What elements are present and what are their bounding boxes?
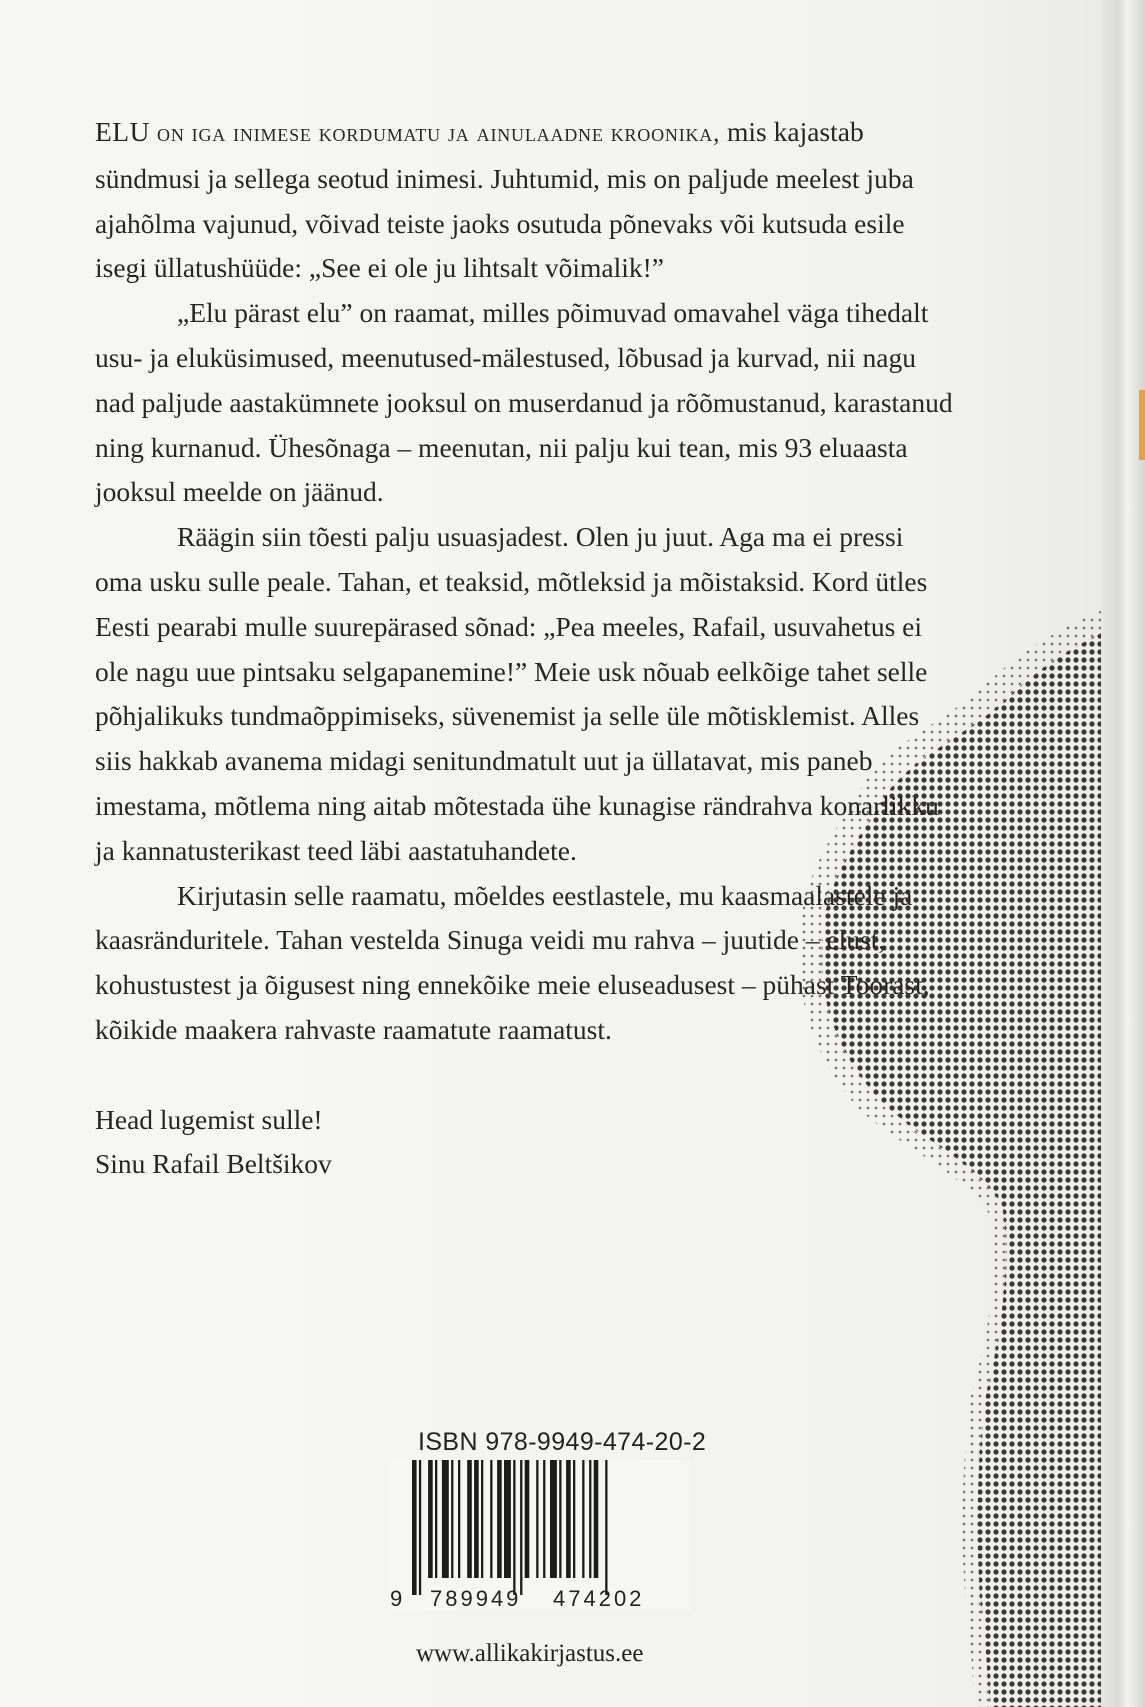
paragraph-2: „Elu pärast elu” on raamat, milles põimuvad omavahel väga tihedalt usu- ja eluküsimused, meenutused-mälestused, lõbusad ja kurvad, nii nagu nad paljude aastakümnete jooksul on muserdanud ja rõõmustanud, karastanud ning kurnanud. Ühesõnaga – meenutan, nii palju kui tean, mis 93 eluaasta jooksul meelde on jäänud. [95,297,953,508]
barcode-bar [435,1460,437,1578]
barcode-digits-left: 789949 [430,1586,522,1610]
signoff [95,1098,955,1188]
barcode-bar [481,1460,483,1578]
barcode-digit-first: 9 [390,1586,403,1610]
signoff-greeting: Head lugemist sulle! [95,1103,323,1135]
barcode-bar [543,1460,545,1578]
isbn-barcode [390,1460,690,1610]
publisher-url: www.allikakirjastus.ee [416,1640,644,1667]
barcode-bar [412,1460,417,1595]
barcode-bar [594,1460,599,1578]
barcode-bar [589,1460,591,1578]
barcode-bar [573,1460,575,1578]
barcode-bar [504,1460,511,1578]
signoff-author: Sinu Rafail Beltšikov [95,1148,332,1180]
isbn-label: ISBN 978-9949-474-20-2 [418,1428,707,1456]
spine-edge [1101,0,1145,1707]
spine-accent-mark [1139,390,1145,460]
barcode-bar [474,1460,479,1578]
barcode-bar [497,1460,502,1578]
opening-word: ELU [95,116,150,147]
barcode-bar [513,1460,515,1595]
barcode-bar [582,1460,584,1578]
blurb-text [95,110,955,1187]
paragraph-1 [95,110,955,291]
barcode-bar [559,1460,561,1578]
barcode-bar [536,1460,538,1578]
barcode-bar [467,1460,472,1578]
opening-small-caps: on iga inimese kordumatu ja ainulaadne kroonika, [149,120,721,147]
barcode-bar [458,1460,460,1578]
barcode-bar [419,1460,421,1595]
barcode-bar [520,1460,522,1595]
barcode-bar [525,1460,530,1578]
barcode-bar [550,1460,557,1578]
barcode-bar [451,1460,453,1578]
paragraph-4: Kirjutasin selle raamatu, mõeldes eestlastele, mu kaasmaalastele ja kaasränduritele. Tahan vestelda Sinuga veidi mu rahva – juutide – elust, kohustustest ja õigusest ning ennekõike meie eluseadusest – pühast Toorast, kõikide maakera rahvaste raamatute raamatust. [95,879,930,1045]
paragraph-1-rest: mis kajastab sündmusi ja sellega seotud inimesi. Juhtumid, mis on paljude meelest juba ajahõlma vajunud, võivad teiste jaoks osutuda põnevaks või kutsuda esile isegi üllatushüüde: „See ei ole ju lihtsalt võimalik!” [95,116,914,284]
barcode-bar [605,1460,607,1595]
barcode-bar [490,1460,492,1578]
paragraph-3: Räägin siin tõesti palju usuasjadest. Olen ju juut. Aga ma ei pressi oma usku sulle peale. Tahan, et teaksid, mõtleksid ja mõistaksid. Kord ütles Eesti pearabi mulle suurepärased sõnad: „Pea meeles, Rafail, usuvahetus ei ole nagu uue pintsaku selgapanemine!” Meie usk nõuab eelkõige tahet selle põhjalikuks tundmaõppimiseks, süvenemist ja selle üle mõtisklemist. Alles siis hakkab avanema midagi senitundmatult uut ja üllatavat, mis paneb imestama, mõtlema ning aitab mõtestada ühe kunagise rändrahva konarlikku ja kannatusterikast teed läbi aastatuhandete. [95,521,939,866]
barcode-bar [442,1460,449,1578]
barcode-bar [566,1460,571,1578]
barcode-bar [428,1460,433,1578]
barcode-digits-right: 474202 [553,1586,645,1610]
